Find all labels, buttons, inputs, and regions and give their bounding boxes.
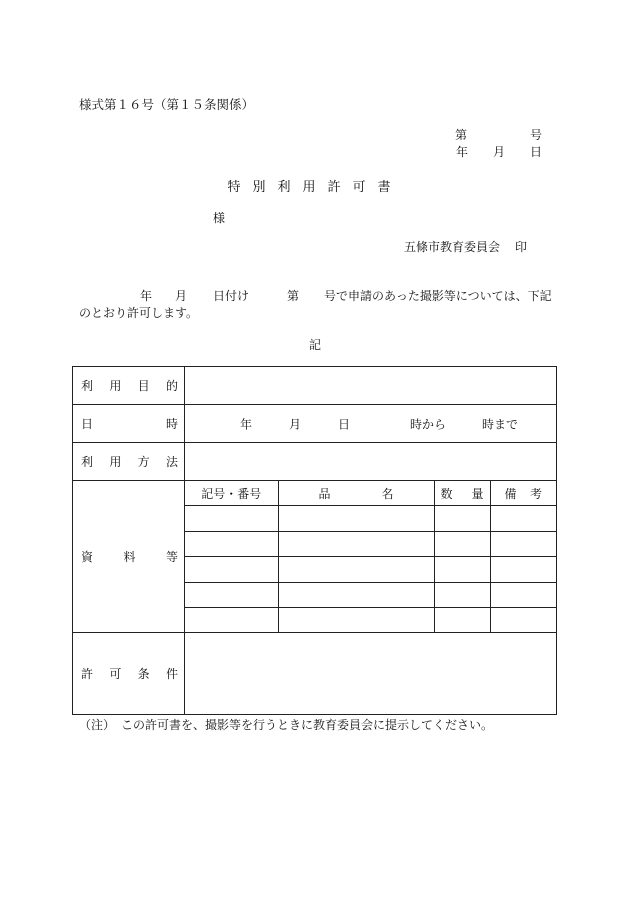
label-char: 利 [81,455,94,469]
spaced-label-text [73,377,184,394]
spaced-label-text [279,485,434,502]
datetime-from: 時から [410,417,447,431]
label-char: 用 [109,455,122,469]
application-year: 年 [140,289,153,303]
method-label [73,443,185,481]
table-row [185,582,556,607]
column-header: 記号・番号 [185,481,278,506]
label-char: 件 [165,667,178,682]
document-number-suffix: 号 [530,128,543,142]
label-char: 時 [165,417,178,431]
label-char: 許 [81,667,94,682]
label-char: 目 [137,379,150,393]
conditions-label [73,633,185,715]
application-month: 月 [175,289,188,303]
table-row [185,531,556,556]
spaced-label-text [73,665,184,682]
label-char: 法 [165,455,178,469]
spaced-label-text [435,485,490,502]
issuer-name: 五條市教育委員会 [404,240,501,254]
datetime-label [73,405,185,443]
datetime-day: 日 [338,417,351,431]
datetime-month: 月 [289,417,302,431]
column-header [434,481,490,506]
label-char: 考 [529,486,542,501]
purpose-value[interactable] [185,367,557,405]
usage-note: （注） この許可書を、撮影等を行うときに教育委員会に提示してください。 [79,718,494,732]
application-date-suffix: 日付け [213,289,250,303]
addressee-suffix: 様 [213,211,226,225]
method-row [73,443,557,481]
label-char: 条 [137,667,150,682]
materials-value [185,481,557,633]
table-row [185,557,556,582]
label-char: 量 [471,486,484,501]
label-char: 料 [123,550,136,565]
column-header [278,481,434,506]
form-number: 様式第１６号（第１５条関係） [79,97,255,112]
materials-row [73,481,557,633]
spaced-label-text [73,453,184,470]
datetime-year: 年 [240,417,253,431]
issue-date-day: 日 [530,145,543,159]
issue-date-year: 年 [456,145,469,159]
label-char: 等 [165,550,178,565]
purpose-label [73,367,185,405]
datetime-to: 時まで [482,417,519,431]
column-header [490,481,556,506]
label-char: 資 [81,550,94,565]
materials-label [73,481,185,633]
seal-mark: 印 [515,240,528,254]
document-number-prefix: 第 [455,128,468,142]
datetime-value[interactable] [185,405,557,443]
label-char: 名 [381,486,394,501]
label-char: 用 [109,379,122,393]
spaced-label-text [491,485,557,502]
materials-table [185,481,556,632]
label-char: 利 [81,379,94,393]
permission-statement-line2: のとおり許可します。 [79,306,199,320]
label-char: 可 [109,667,122,682]
application-number-prefix: 第 [287,289,300,303]
label-char: 備 [504,486,517,501]
label-char: 日 [81,417,94,431]
permit-table [72,366,557,715]
conditions-value[interactable] [185,633,557,715]
label-char: 方 [137,455,150,469]
spaced-label-text [73,548,184,565]
ki-heading: 記 [308,338,321,352]
table-row [185,506,556,531]
method-value[interactable] [185,443,557,481]
purpose-row [73,367,557,405]
document-title: 特別利用許可書 [227,180,403,195]
label-char: 品 [318,486,331,501]
label-char: 数 [440,486,453,501]
issue-date-month: 月 [493,145,506,159]
spaced-label-text [73,415,184,432]
materials-header-row [185,481,556,506]
permission-statement: 号で申請のあった撮影等については、下記 [324,289,552,303]
label-char: 的 [165,379,178,393]
conditions-row [73,633,557,715]
table-row [185,607,556,632]
datetime-row [73,405,557,443]
